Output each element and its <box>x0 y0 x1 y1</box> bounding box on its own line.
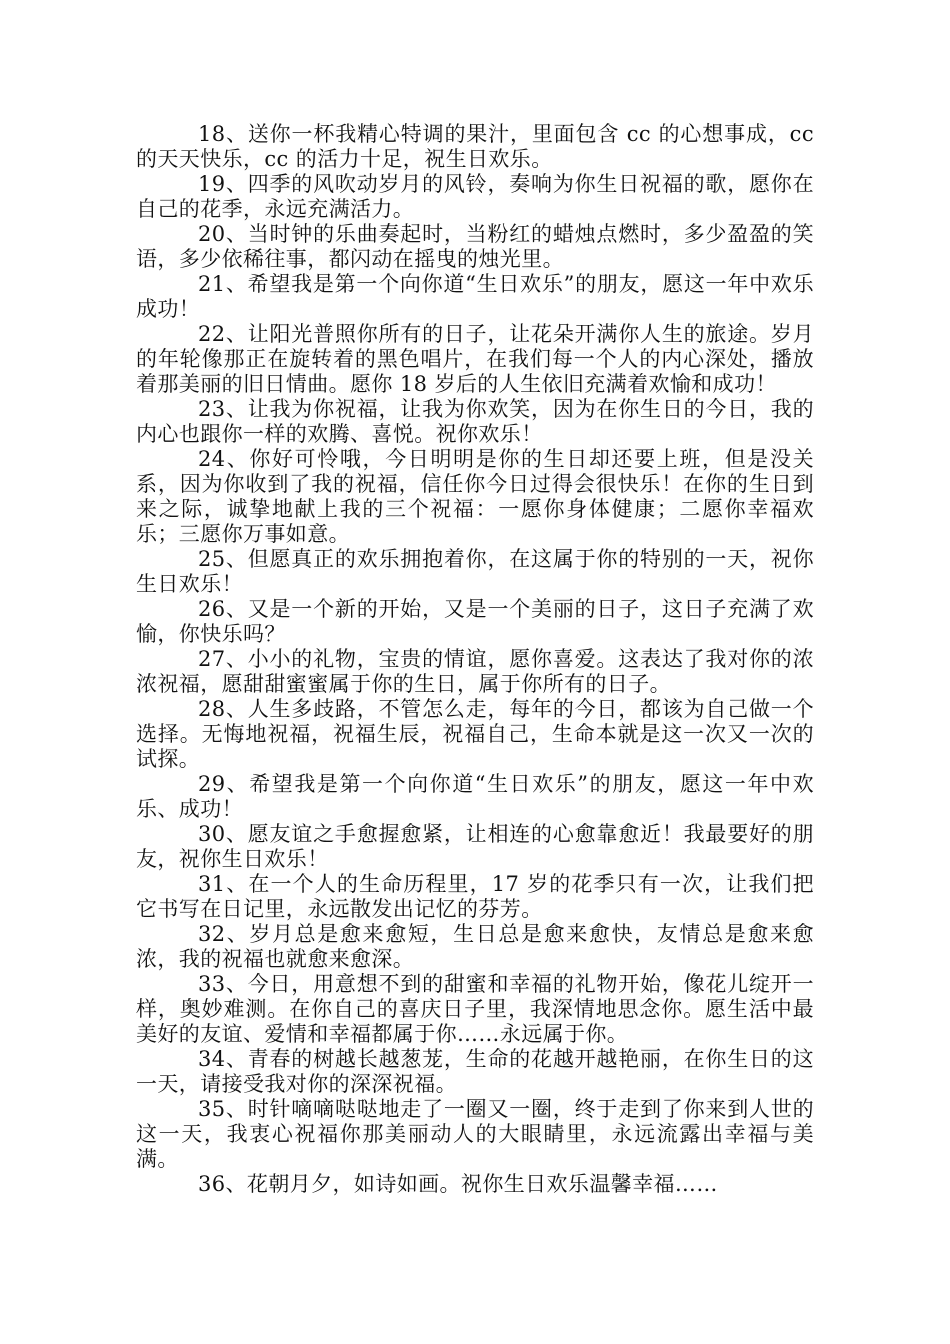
paragraph-35: 35、时针嘀嘀哒哒地走了一圈又一圈，终于走到了你来到人世的这一天，我衷心祝福你那美丽动人的大眼睛里，永远流露出幸福与美满。 <box>136 1097 814 1171</box>
paragraph-26: 26、又是一个新的开始，又是一个美丽的日子，这日子充满了欢愉，你快乐吗？ <box>136 597 814 646</box>
paragraph-34: 34、青春的树越长越葱茏，生命的花越开越艳丽，在你生日的这一天，请接受我对你的深深祝福。 <box>136 1047 814 1096</box>
paragraph-22: 22、让阳光普照你所有的日子，让花朵开满你人生的旅途。岁月的年轮像那正在旋转着的黑色唱片，在我们每一个人的内心深处，播放着那美丽的旧日情曲。愿你 18 岁后的人生依旧充满着欢愉和成功！ <box>136 322 814 396</box>
paragraph-28: 28、人生多歧路，不管怎么走，每年的今日，都该为自己做一个选择。无悔地祝福，祝福生辰，祝福自己，生命本就是这一次又一次的试探。 <box>136 697 814 771</box>
paragraph-20: 20、当时钟的乐曲奏起时，当粉红的蜡烛点燃时，多少盈盈的笑语，多少依稀往事，都闪动在摇曳的烛光里。 <box>136 222 814 271</box>
paragraph-36: 36、花朝月夕，如诗如画。祝你生日欢乐温馨幸福…… <box>198 1172 718 1196</box>
paragraph-33: 33、今日，用意想不到的甜蜜和幸福的礼物开始，像花儿绽开一样，奥妙难测。在你自己的喜庆日子里，我深情地思念你。愿生活中最美好的友谊、爱情和幸福都属于你……永远属于你。 <box>136 972 814 1046</box>
paragraph-24: 24、你好可怜哦，今日明明是你的生日却还要上班，但是没关系，因为你收到了我的祝福，信任你今日过得会很快乐！在你的生日到来之际，诚挚地献上我的三个祝福：一愿你身体健康；二愿你幸福欢乐；三愿你万事如意。 <box>136 447 814 546</box>
paragraph-21: 21、希望我是第一个向你道“生日欢乐”的朋友，愿这一年中欢乐成功！ <box>136 272 814 321</box>
paragraph-19: 19、四季的风吹动岁月的风铃，奏响为你生日祝福的歌，愿你在自己的花季，永远充满活力。 <box>136 172 814 221</box>
paragraph-31: 31、在一个人的生命历程里，17 岁的花季只有一次，让我们把它书写在日记里，永远散发出记忆的芬芳。 <box>136 872 814 921</box>
paragraph-32: 32、岁月总是愈来愈短，生日总是愈来愈快，友情总是愈来愈浓，我的祝福也就愈来愈深。 <box>136 922 814 971</box>
paragraph-23: 23、让我为你祝福，让我为你欢笑，因为在你生日的今日，我的内心也跟你一样的欢腾、喜悦。祝你欢乐！ <box>136 397 814 446</box>
document-body <box>136 122 814 1197</box>
paragraph-25: 25、但愿真正的欢乐拥抱着你，在这属于你的特别的一天，祝你生日欢乐！ <box>136 547 814 596</box>
paragraph-18: 18、送你一杯我精心特调的果汁，里面包含 cc 的心想事成，cc 的天天快乐，cc 的活力十足，祝生日欢乐。 <box>136 122 814 171</box>
paragraph-29: 29、希望我是第一个向你道“生日欢乐”的朋友，愿这一年中欢乐、成功！ <box>136 772 814 821</box>
paragraph-27: 27、小小的礼物，宝贵的情谊，愿你喜爱。这表达了我对你的浓浓祝福，愿甜甜蜜蜜属于你的生日，属于你所有的日子。 <box>136 647 814 696</box>
paragraph-30: 30、愿友谊之手愈握愈紧，让相连的心愈靠愈近！我最要好的朋友，祝你生日欢乐！ <box>136 822 814 871</box>
